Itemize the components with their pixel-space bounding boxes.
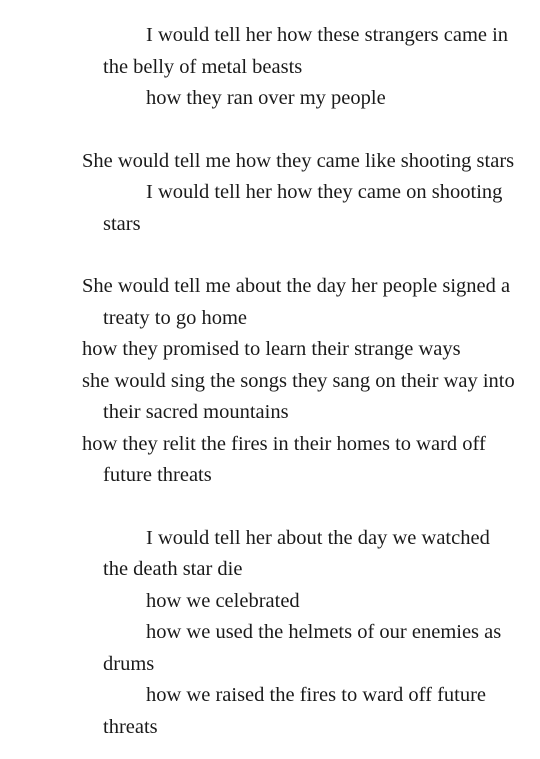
poem-line: how they ran over my people bbox=[146, 87, 386, 109]
poem-line: the death star die bbox=[103, 558, 243, 580]
poem-line: the belly of metal beasts bbox=[103, 55, 303, 78]
poem-line: how we celebrated bbox=[146, 589, 300, 612]
poem-line: their sacred mountains bbox=[103, 401, 289, 423]
poem-line: I would tell her about the day we watched bbox=[146, 526, 490, 549]
poem-line: future threats bbox=[103, 464, 212, 486]
poem-line: I would tell her how these strangers came in bbox=[146, 24, 509, 46]
poem-line: threats bbox=[103, 715, 158, 738]
poem-line: stars bbox=[103, 212, 141, 235]
poem-page bbox=[0, 20, 540, 743]
poem-line: how they relit the fires in their homes to ward off bbox=[82, 432, 486, 455]
poem-line: how we raised the fires to ward off future bbox=[146, 684, 487, 706]
poem-line: she would sing the songs they sang on their way into bbox=[82, 369, 515, 392]
poem-line: how they promised to learn their strange ways bbox=[82, 338, 461, 360]
poem-line: how we used the helmets of our enemies as bbox=[146, 621, 502, 643]
poem-line: treaty to go home bbox=[103, 306, 248, 329]
poem-line: She would tell me how they came like shooting stars bbox=[82, 149, 515, 172]
stanza-3 bbox=[0, 271, 540, 492]
stanza-1 bbox=[0, 20, 540, 115]
stanza-2 bbox=[0, 146, 540, 241]
poem-line: I would tell her how they came on shooting bbox=[146, 181, 503, 203]
poem-line: drums bbox=[103, 652, 155, 675]
poem-line: She would tell me about the day her people signed a bbox=[82, 275, 511, 297]
stanza-4 bbox=[0, 523, 540, 744]
